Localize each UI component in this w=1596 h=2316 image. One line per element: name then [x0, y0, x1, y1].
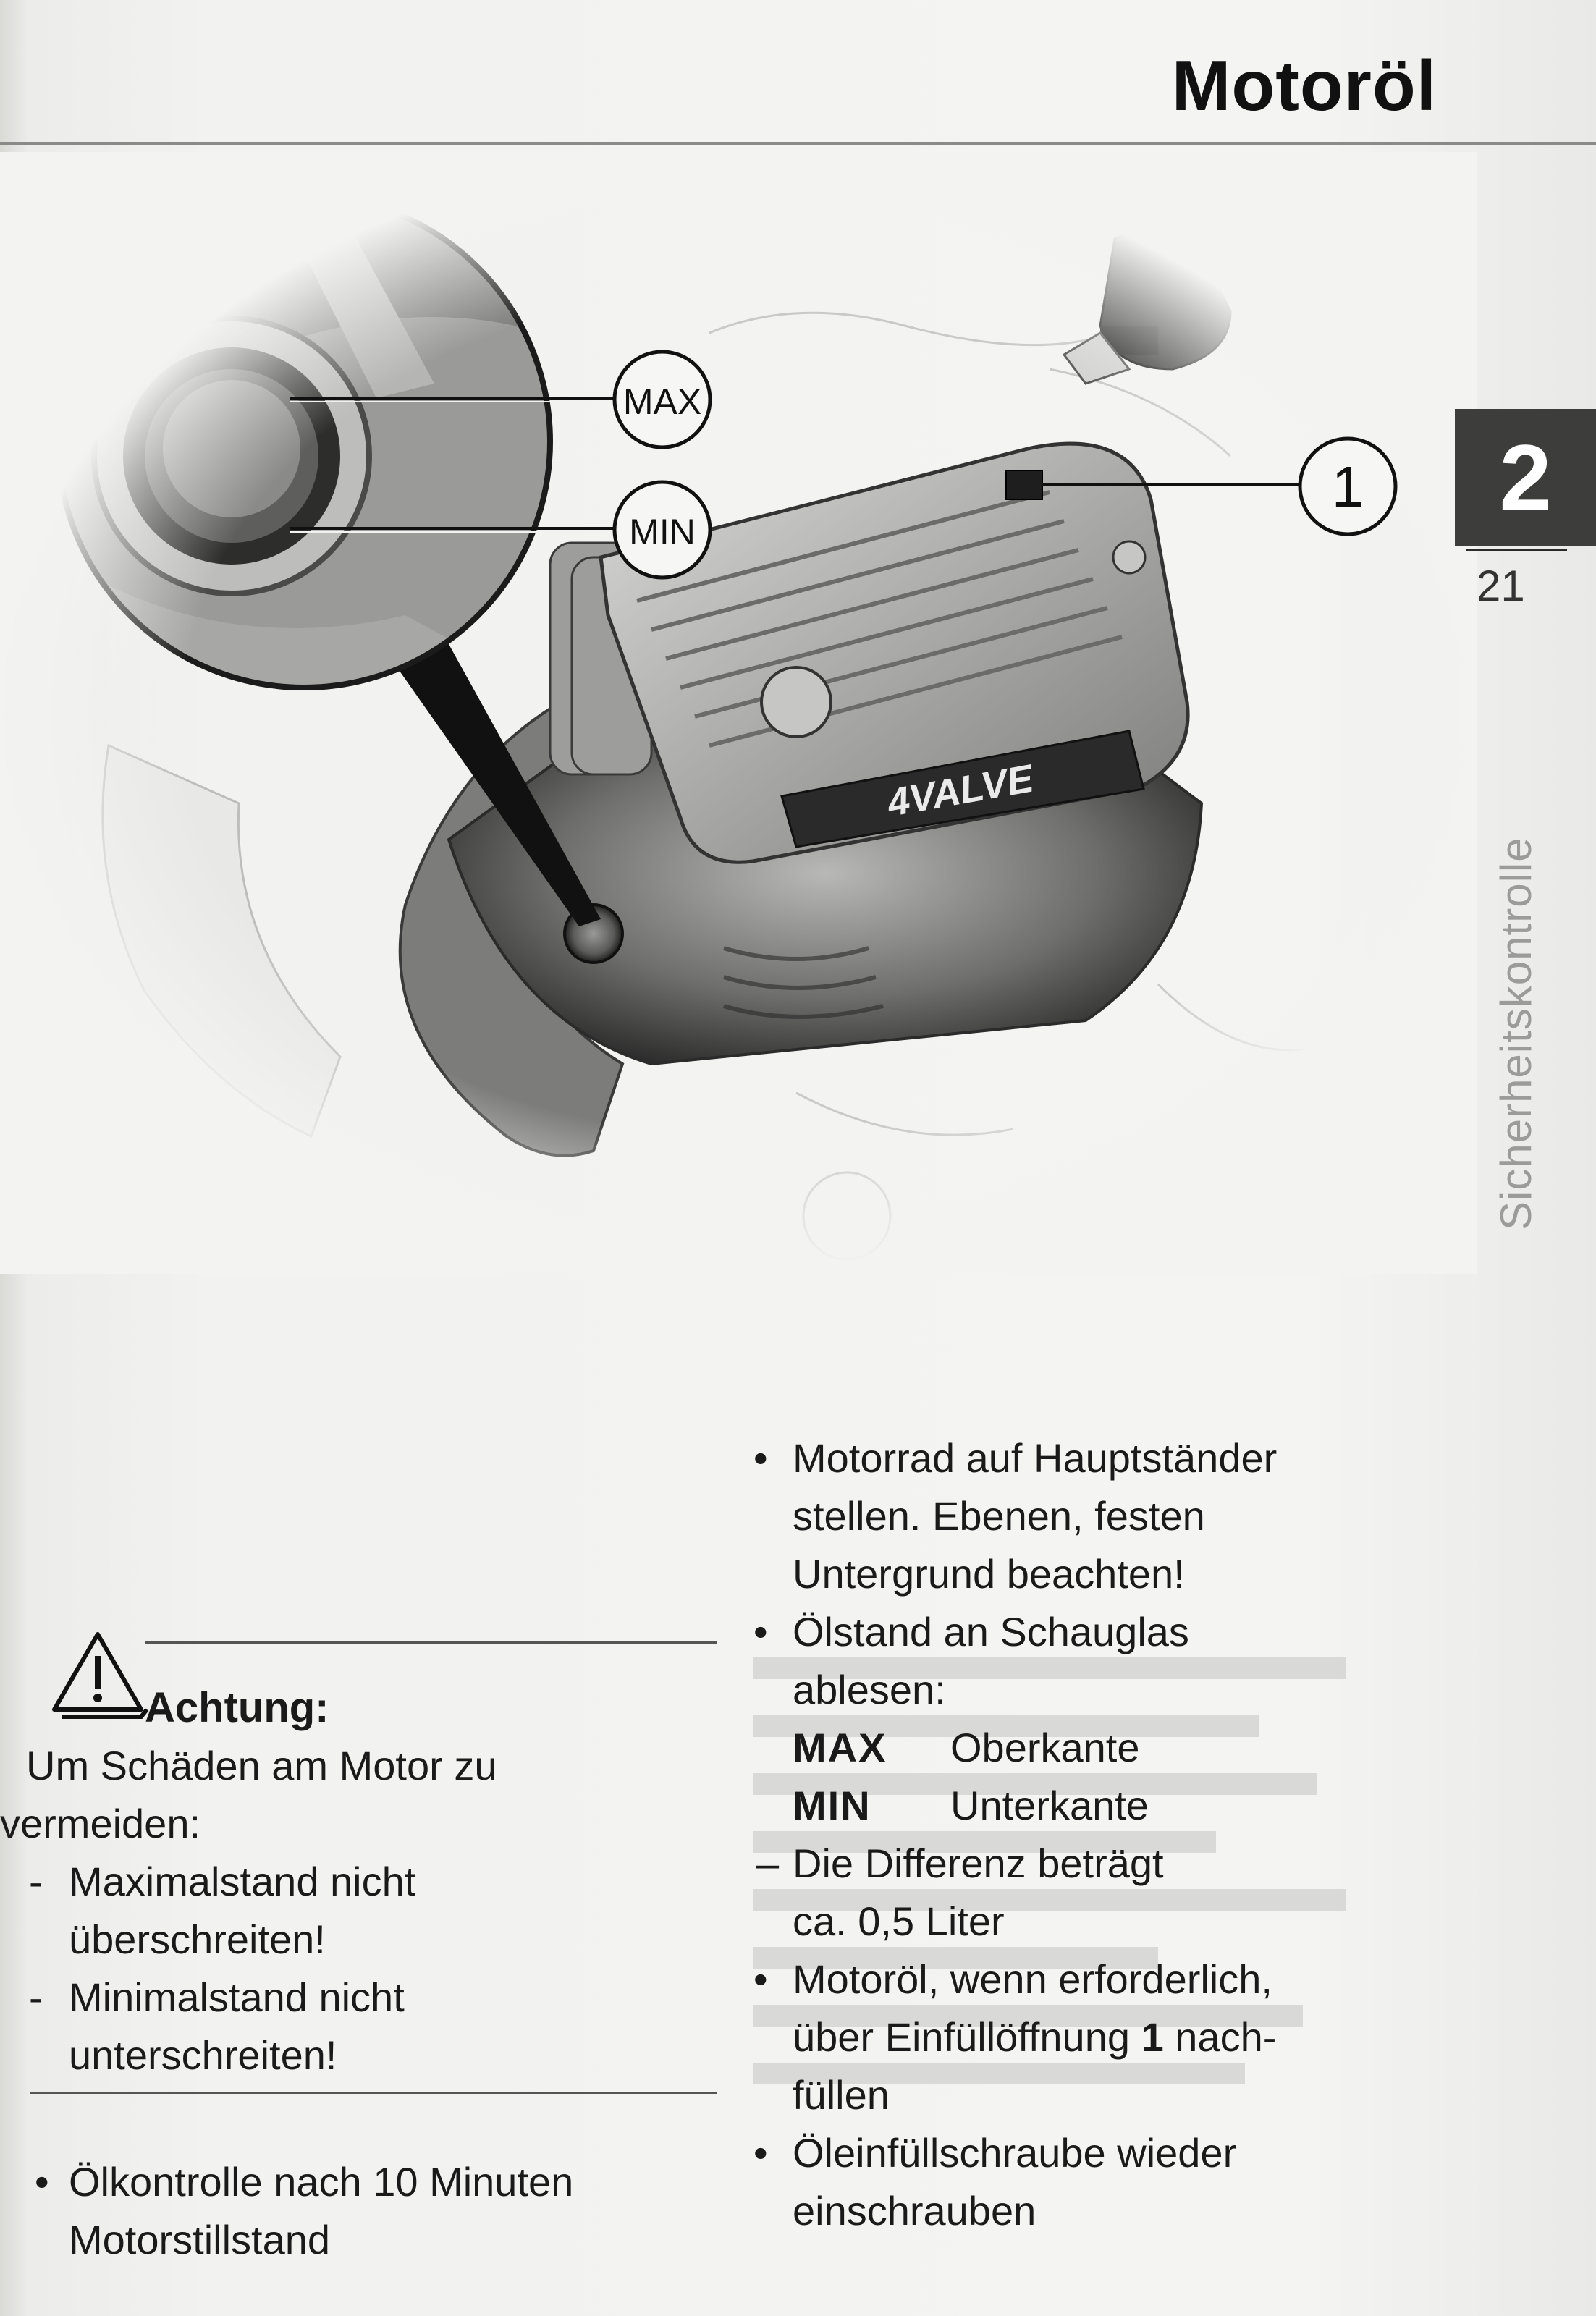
list-item — [749, 1429, 1458, 1603]
warning-item — [0, 1969, 717, 2084]
callout-max-label: MAX — [622, 381, 702, 422]
list-item — [749, 2124, 1458, 2240]
step3-line2-prefix: über Einfüllöffnung — [793, 2014, 1141, 2060]
callout-min — [615, 482, 710, 578]
bullet-marker: • — [753, 1609, 768, 1654]
engine-illustration — [0, 152, 1477, 1274]
step2-line1: Ölstand an Schauglas — [793, 1609, 1189, 1654]
dash-marker: – — [756, 1840, 780, 1886]
callout-max — [615, 352, 710, 447]
warning-body — [0, 1737, 717, 2084]
header-divider — [0, 142, 1596, 145]
section-label: Sicherheitskontrolle — [1492, 837, 1540, 1230]
left-bullet-item — [29, 2153, 717, 2269]
step3-line2 — [793, 2008, 1458, 2066]
step3-line2-suffix: nach- — [1163, 2014, 1277, 2060]
bullet-marker: • — [753, 1956, 768, 2002]
dash-marker: - — [29, 1974, 43, 2020]
warning-rule-bottom — [30, 2092, 717, 2094]
bullet-marker: • — [753, 2130, 768, 2176]
step1-line2: stellen. Ebenen, festen — [793, 1493, 1205, 1539]
note-line2: ca. 0,5 Liter — [793, 1898, 1005, 1944]
level-row — [749, 1719, 1458, 1777]
level-value: Unterkante — [950, 1783, 1149, 1828]
left-bullet-line2: Motorstillstand — [69, 2217, 331, 2262]
list-item — [29, 2153, 717, 2269]
level-value: Oberkante — [950, 1725, 1140, 1770]
warning-item-line1: Minimalstand nicht — [69, 1974, 405, 2020]
step4-line1: Öleinfüllschraube wieder — [793, 2130, 1237, 2176]
step3-line1: Motoröl, wenn erforderlich, — [793, 1956, 1272, 2002]
page-title: Motoröl — [1171, 46, 1437, 125]
callout-filler — [1300, 439, 1396, 534]
level-row — [749, 1777, 1458, 1835]
callout-min-label: MIN — [629, 512, 696, 552]
step3-ref-number: 1 — [1141, 2014, 1164, 2060]
warning-item-line1: Maximalstand nicht — [69, 1859, 416, 1904]
step2-line2: ablesen: — [793, 1667, 946, 1712]
bullet-marker: • — [753, 1435, 768, 1481]
warning-item-line2: überschreiten! — [69, 1916, 326, 1962]
step4-line2: einschrauben — [793, 2188, 1036, 2233]
warning-item-line2: unterschreiten! — [69, 2032, 337, 2078]
step1-line3: Untergrund beachten! — [793, 1551, 1185, 1597]
note-line1: Die Differenz beträgt — [793, 1840, 1164, 1886]
step1-line1: Motorrad auf Hauptständer — [793, 1435, 1278, 1481]
chapter-tab: 2 — [1455, 409, 1596, 546]
step3-line3: füllen — [793, 2072, 890, 2118]
instructions-list — [749, 1429, 1458, 2240]
note-item — [749, 1835, 1458, 1951]
bullet-marker: • — [35, 2159, 49, 2205]
chapter-tab-divider — [1466, 549, 1567, 551]
callout-filler-label: 1 — [1331, 455, 1364, 519]
warning-intro-line2: vermeiden: — [0, 1801, 201, 1846]
level-key: MAX — [793, 1725, 887, 1770]
left-bullet-line1: Ölkontrolle nach 10 Minuten — [69, 2159, 574, 2205]
dash-marker: - — [29, 1859, 43, 1904]
list-item — [749, 1603, 1458, 1719]
list-item — [749, 1951, 1458, 2124]
warning-title: Achtung: — [145, 1684, 329, 1731]
warning-intro-line1: Um Schäden am Motor zu — [26, 1743, 497, 1788]
warning-item — [0, 1853, 717, 1969]
page-number: 21 — [1477, 562, 1525, 610]
level-key: MIN — [793, 1783, 871, 1828]
